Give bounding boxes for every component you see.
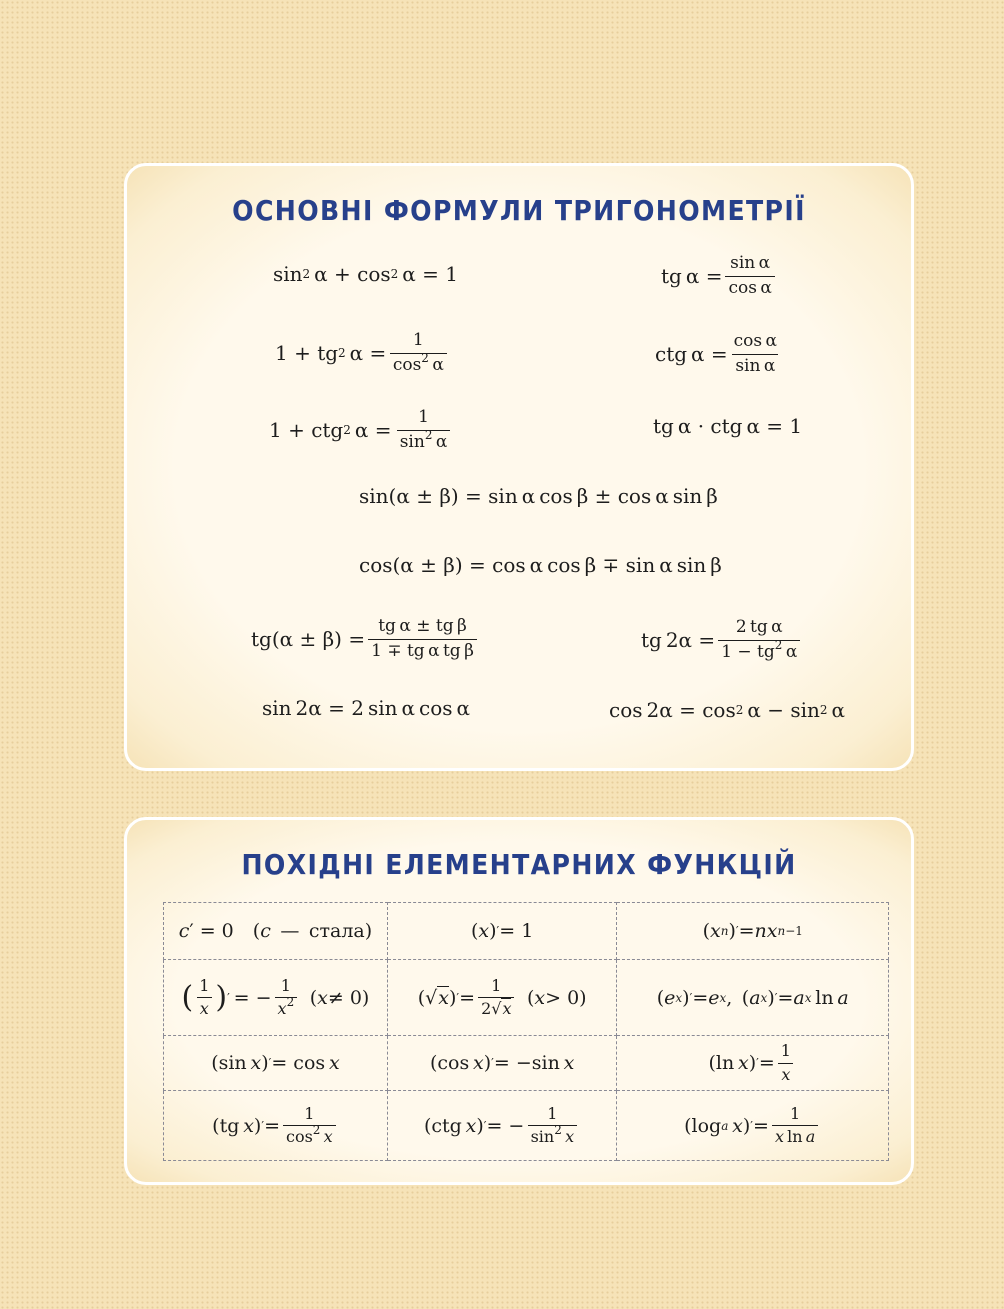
derivatives-table xyxy=(163,902,889,1161)
table-cell: ( $\frac{1}{x}$ ) ′ = − $\frac{1}{x^2}$ ( x ≠ 0) xyxy=(164,960,388,1036)
table-row xyxy=(164,960,889,1036)
table-cell: ( e x ) ′ = e x , ( a x ) ′ = a x ln a xyxy=(617,960,889,1036)
table-cell: ( x n ) ′ = nx n−1 xyxy=(617,903,889,960)
table-cell: (tg x ) ′ = $\frac{1}{\cos^2 x}$ xyxy=(164,1091,388,1161)
formula-cos-double: cos 2α = cos 2 α − sin 2 α xyxy=(609,698,846,722)
formula-pythagorean: sin 2 α + cos 2 α = 1 xyxy=(273,262,459,286)
formula-tan-sq: 1 + tg 2 α = $\frac{1}{\cos^2 \alpha}$ xyxy=(275,331,450,375)
derivatives-panel xyxy=(124,817,914,1185)
table-row xyxy=(164,1036,889,1091)
table-cell: (sin x ) ′ = cos x xyxy=(164,1036,388,1091)
table-cell: (cos x ) ′ = −sin x xyxy=(387,1036,617,1091)
table-cell: ( x ) ′ = 1 xyxy=(387,903,617,960)
derivatives-title: ПОХІДНІ ЕЛЕМЕНТАРНИХ ФУНКЦІЙ xyxy=(241,848,797,881)
table-cell: c ′ = 0 ( c — стала) xyxy=(164,903,388,960)
formula-cot-def: ctg α = $\frac{\text{cos α}}{\text{sin α}}$ xyxy=(655,331,778,376)
trig-formulas-panel xyxy=(124,163,914,771)
table-row xyxy=(164,1091,889,1161)
table-cell: (ctg x ) ′ = − $\frac{1}{\sin^2 x}$ xyxy=(387,1091,617,1161)
formula-sin-double: sin 2α = 2 sin α cos α xyxy=(262,696,470,720)
table-cell: (log a x ) ′ = $\frac{1}{\text{x ln a}}$ xyxy=(617,1091,889,1161)
formula-tan-double: tg 2α = $\frac{\text{2 tg α}}{1 - tg^2 \alpha}$ xyxy=(641,618,803,662)
table-row xyxy=(164,903,889,960)
formula-tan-cot: tg α · ctg α = 1 xyxy=(653,414,803,438)
formula-cos-sum: cos(α ± β) = cos α cos β ∓ sin α sin β xyxy=(359,553,722,577)
formula-tan-def: tg α = $\frac{\text{sin α}}{\text{cos α}}$ xyxy=(661,254,778,298)
trig-title: ОСНОВНІ ФОРМУЛИ ТРИГОНОМЕТРІЇ xyxy=(232,194,806,227)
table-cell: (ln x ) ′ = $\frac{1}{x}$ xyxy=(617,1036,889,1091)
table-cell: (√ x ) ′ = $\frac{1}{2√x}$ ( x > 0) xyxy=(387,960,617,1036)
formula-sin-sum: sin(α ± β) = sin α cos β ± cos α sin β xyxy=(359,484,718,508)
formula-tan-sum: tg(α ± β) = $\frac{\text{tg α ± tg β}}{\text{1 ∓ tg α tg β}}$ xyxy=(251,617,480,661)
formula-cot-sq: 1 + ctg 2 α = $\frac{1}{\sin^2 \alpha}$ xyxy=(269,408,456,452)
